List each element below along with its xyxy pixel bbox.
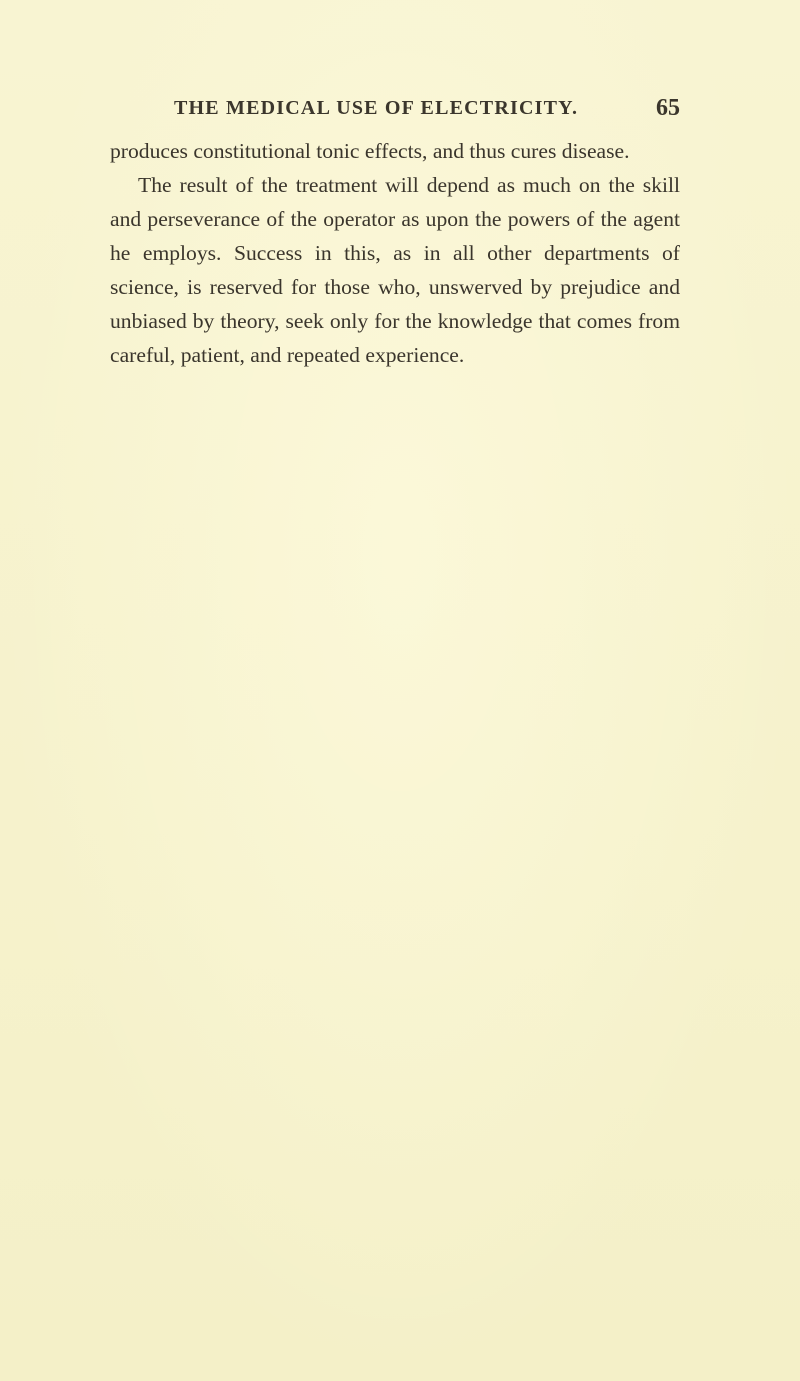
running-title: THE MEDICAL USE OF ELECTRICITY. — [174, 97, 579, 119]
body-text — [110, 134, 680, 372]
paragraph-continuation: produces constitutional tonic effects, and thus cures disease. — [110, 139, 630, 163]
paragraph: The result of the treatment will depend as much on the skill and perseverance of the operator as upon the powers of the agent he employs. Success in this, as in all other departments of science, is reserved for those who, unswerved by prejudice and unbiased by theory, seek only for the knowledge that comes from careful, patient, and repeated experience. — [110, 173, 680, 367]
page-number: 65 — [656, 95, 680, 121]
running-head — [0, 90, 800, 126]
